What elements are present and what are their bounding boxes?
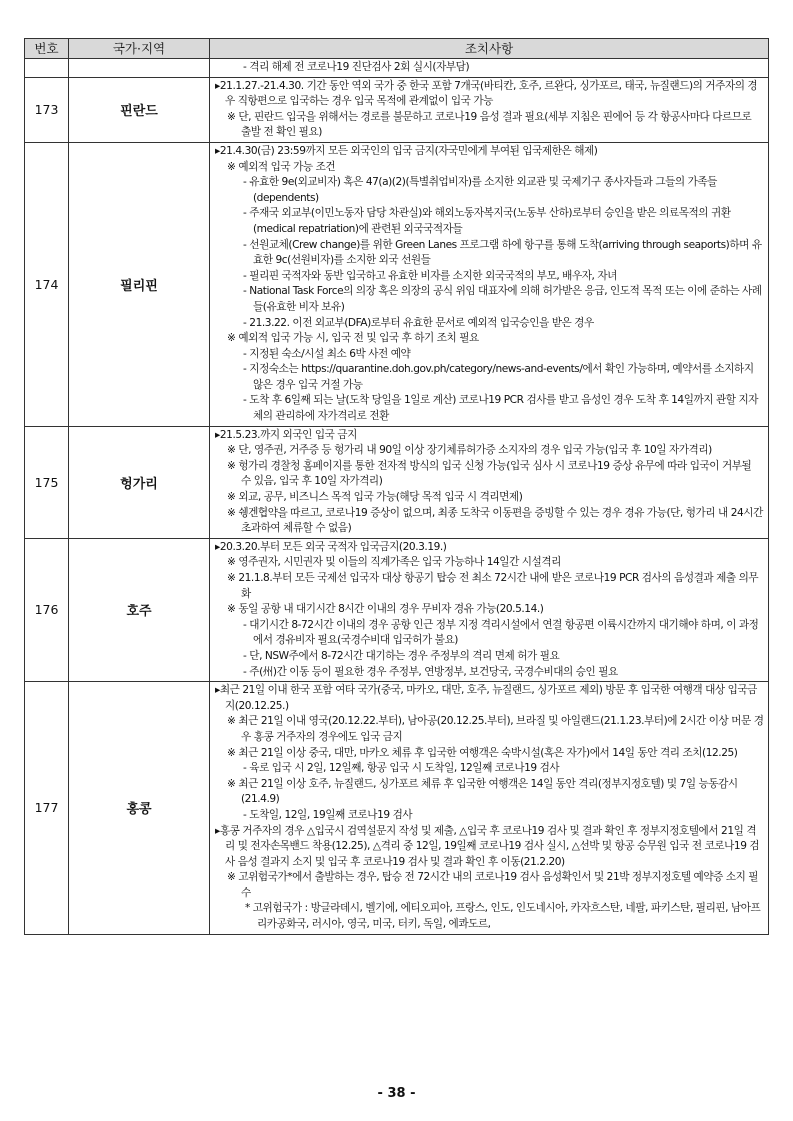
measure-line: ※ 예외적 입국 가능 조건 bbox=[227, 160, 336, 173]
header-num: 번호 bbox=[25, 39, 69, 59]
row-number: 174 bbox=[25, 142, 69, 426]
measure-line: ※ 영주권자, 시민권자 및 이들의 직계가족은 입국 가능하나 14일간 시설격리 bbox=[227, 556, 561, 569]
measure-line: ※ 최근 21일 이상 중국, 대만, 마카오 체류 후 입국한 여행객은 숙박시설(혹은 자가)에서 14일 동안 격리 조치(12.25) bbox=[227, 746, 738, 759]
measure-line: ▸최근 21일 이내 한국 포함 여타 국가(중국, 마카오, 대만, 호주, 뉴질랜드, 싱가포르 제외) 방문 후 입국한 여행객 대상 입국금지(20.12.25.) bbox=[215, 684, 757, 712]
measure-line: ※ 단, 핀란드 입국을 위해서는 경로를 불문하고 코로나19 음성 결과 필요(세부 지침은 핀에어 등 각 항공사마다 다르므로 출발 전 확인 필요) bbox=[227, 110, 752, 139]
measure-line: - 21.3.22. 이전 외교부(DFA)로부터 유효한 문서로 예외적 입국승인을 받은 경우 bbox=[243, 316, 594, 329]
row-number: 173 bbox=[25, 77, 69, 142]
measures-cell bbox=[210, 77, 769, 142]
measure-line: ※ 쉥겐협약을 따르고, 코로나19 증상이 없으며, 최종 도착국 이동편을 증빙할 수 있는 경우 경유 가능(단, 헝가리 내 24시간 초과하여 체류할 수 없음) bbox=[227, 506, 763, 535]
country-name: 필리핀 bbox=[69, 142, 210, 426]
measure-line: - 선원교체(Crew change)를 위한 Green Lanes 프로그램 하에 항구를 통해 도착(arriving through seaports)하며 유효한 9c(선원비자)를 소지한 외국 선원들 bbox=[243, 238, 762, 267]
measure-line: ※ 단, 영주권, 거주증 등 헝가리 내 90일 이상 장기체류허가증 소지자의 경우 입국 가능(입국 후 10일 자가격리) bbox=[227, 444, 712, 457]
continued-row bbox=[25, 59, 769, 78]
measure-line: ※ 최근 21일 이내 영국(20.12.22.부터), 남아공(20.12.25.부터), 브라질 및 아일랜드(21.1.23.부터)에 2시간 이상 머문 경우 홍콩 거주자의 경우에도 입국 금지 bbox=[227, 715, 764, 743]
measure-line: ▸20.3.20.부터 모든 외국 국적자 입국금지(20.3.19.) bbox=[215, 540, 447, 553]
measure-line: - 지정숙소는 https://quarantine.doh.gov.ph/category/news-and-events/에서 확인 가능하며, 예약서를 소지하지 않은 경우 입국 거절 가능 bbox=[243, 363, 754, 391]
measure-line: - 주(州)간 이동 등이 필요한 경우 주정부, 연방정부, 보건당국, 국경수비대의 승인 필요 bbox=[243, 665, 618, 678]
row-number: 175 bbox=[25, 426, 69, 538]
measure-line: * 고위험국가 : 방글라데시, 벨기에, 에티오피아, 프랑스, 인도, 인도네시아, 카자흐스탄, 네팔, 파키스탄, 필리핀, 남아프리카공화국, 러시아, 영국, 미국, 터키, 독일, 에콰도르, bbox=[245, 902, 761, 931]
measures-cell bbox=[210, 142, 769, 426]
measure-line: ※ 헝가리 경찰청 홈페이지를 통한 전자적 방식의 입국 신청 가능(입국 심사 시 코로나19 증상 유무에 따라 입국이 거부될 수 있음, 입국 후 10일 자가격리) bbox=[227, 459, 752, 488]
measure-line: ※ 외교, 공무, 비즈니스 목적 입국 가능(해당 목적 입국 시 격리면제) bbox=[227, 491, 523, 504]
continued-measures-cell bbox=[210, 59, 769, 78]
measure-line: - 필리핀 국적자와 동반 입국하고 유효한 비자를 소지한 외국국적의 부모, 배우자, 자녀 bbox=[243, 269, 617, 282]
continued-country-cell bbox=[69, 59, 210, 78]
continued-num-cell bbox=[25, 59, 69, 78]
continued-line: - 격리 해제 전 코로나19 진단검사 2회 실시(자부담) bbox=[243, 61, 470, 73]
country-name: 호주 bbox=[69, 538, 210, 681]
measure-line: - 육로 입국 시 2일, 12일째, 항공 입국 시 도착일, 12일째 코로나19 검사 bbox=[243, 762, 560, 775]
header-country: 국가·지역 bbox=[69, 39, 210, 59]
table-row bbox=[25, 426, 769, 538]
measure-line: - 도착일, 12일, 19일째 코로나19 검사 bbox=[243, 808, 413, 821]
measures-cell bbox=[210, 682, 769, 935]
country-name: 헝가리 bbox=[69, 426, 210, 538]
page-number: - 38 - bbox=[377, 1086, 416, 1101]
table-row bbox=[25, 142, 769, 426]
measure-line: ※ 21.1.8.부터 모든 국제선 입국자 대상 항공기 탑승 전 최소 72시간 내에 받은 코로나19 PCR 검사의 음성결과 제출 의무화 bbox=[227, 572, 759, 600]
measures-cell bbox=[210, 426, 769, 538]
measure-line: - 도착 후 6일째 되는 날(도착 당일을 1일로 계산) 코로나19 PCR 검사를 받고 음성인 경우 도착 후 14일까지 관할 지자체의 관리하에 자가격리로 전환 bbox=[243, 394, 759, 423]
measures-cell bbox=[210, 538, 769, 681]
measure-line: - 대기시간 8-72시간 이내의 경우 공항 인근 정부 지정 격리시설에서 연결 항공편 이륙시간까지 대기해야 하며, 이 과정에서 경유비자 필요(국경수비대 입국허가 불요) bbox=[243, 618, 759, 647]
header-measures: 조치사항 bbox=[210, 39, 769, 59]
table-row bbox=[25, 77, 769, 142]
measure-line: - National Task Force의 의장 혹은 의장의 공식 위임 대표자에 의해 허가받은 응급, 인도적 목적 또는 이에 준하는 사례들(유효한 비자 보유) bbox=[243, 285, 762, 313]
row-number: 177 bbox=[25, 682, 69, 935]
measure-line: ※ 예외적 입국 가능 시, 입국 전 및 입국 후 하기 조치 필요 bbox=[227, 332, 479, 345]
measure-line: ▸21.1.27.-21.4.30. 기간 동안 역외 국가 중 한국 포함 7개국(바티칸, 호주, 르완다, 싱가포르, 태국, 뉴질랜드)의 거주자의 경우 직항편으로 입국하는 경우 입국 목적에 관계없이 입국 가능 bbox=[215, 79, 758, 108]
measure-line: ※ 고위험국가*에서 출발하는 경우, 탑승 전 72시간 내의 코로나19 검사 음성확인서 및 21박 정부지정호텔 예약증 소지 필수 bbox=[227, 871, 759, 899]
table-row bbox=[25, 682, 769, 935]
measure-line: - 주재국 외교부(이민노동자 담당 차관실)와 해외노동자복지국(노동부 산하)로부터 승인을 받은 의료목적의 귀환(medical repatriation)에 관련된 외국국적자들 bbox=[243, 207, 731, 235]
country-name: 핀란드 bbox=[69, 77, 210, 142]
measures-table bbox=[24, 38, 769, 935]
measure-line: ※ 최근 21일 이상 호주, 뉴질랜드, 싱가포르 체류 후 입국한 여행객은 14일 동안 격리(정부지정호텔) 및 7일 능동감시(21.4.9) bbox=[227, 777, 738, 806]
measure-line: ▸홍콩 거주자의 경우 △입국시 검역설문지 작성 및 제출, △입국 후 코로나19 검사 및 결과 확인 후 정부지정호텔에서 21일 격리 및 전자손목밴드 착용(12.25), △격리 중 12일, 19일째 코로나19 검사 실시, △선박 및 항공 승무원 입국 전 코로나19 검사 음성 결과지 소지 및 입국 후 코로나19 검사 및 결과 확인 후 이동(21.2.20) bbox=[215, 824, 760, 868]
table-header-row bbox=[25, 39, 769, 59]
row-number: 176 bbox=[25, 538, 69, 681]
measure-line: - 단, NSW주에서 8-72시간 대기하는 경우 주정부의 격리 면제 허가 필요 bbox=[243, 649, 560, 662]
table-row bbox=[25, 538, 769, 681]
measure-line: - 유효한 9e(외교비자) 혹은 47(a)(2)(특별취업비자)를 소지한 외교관 및 국제기구 종사자들과 그들의 가족들(dependents) bbox=[243, 176, 717, 204]
country-name: 홍콩 bbox=[69, 682, 210, 935]
measure-line: ※ 동일 공항 내 대기시간 8시간 이내의 경우 무비자 경유 가능(20.5.14.) bbox=[227, 603, 544, 616]
measure-line: ▸21.5.23.까지 외국인 입국 금지 bbox=[215, 428, 357, 441]
measure-line: - 지정된 숙소/시설 최소 6박 사전 예약 bbox=[243, 347, 411, 360]
measure-line: ▸21.4.30(금) 23:59까지 모든 외국인의 입국 금지(자국민에게 부여된 입국제한은 해제) bbox=[215, 144, 598, 157]
